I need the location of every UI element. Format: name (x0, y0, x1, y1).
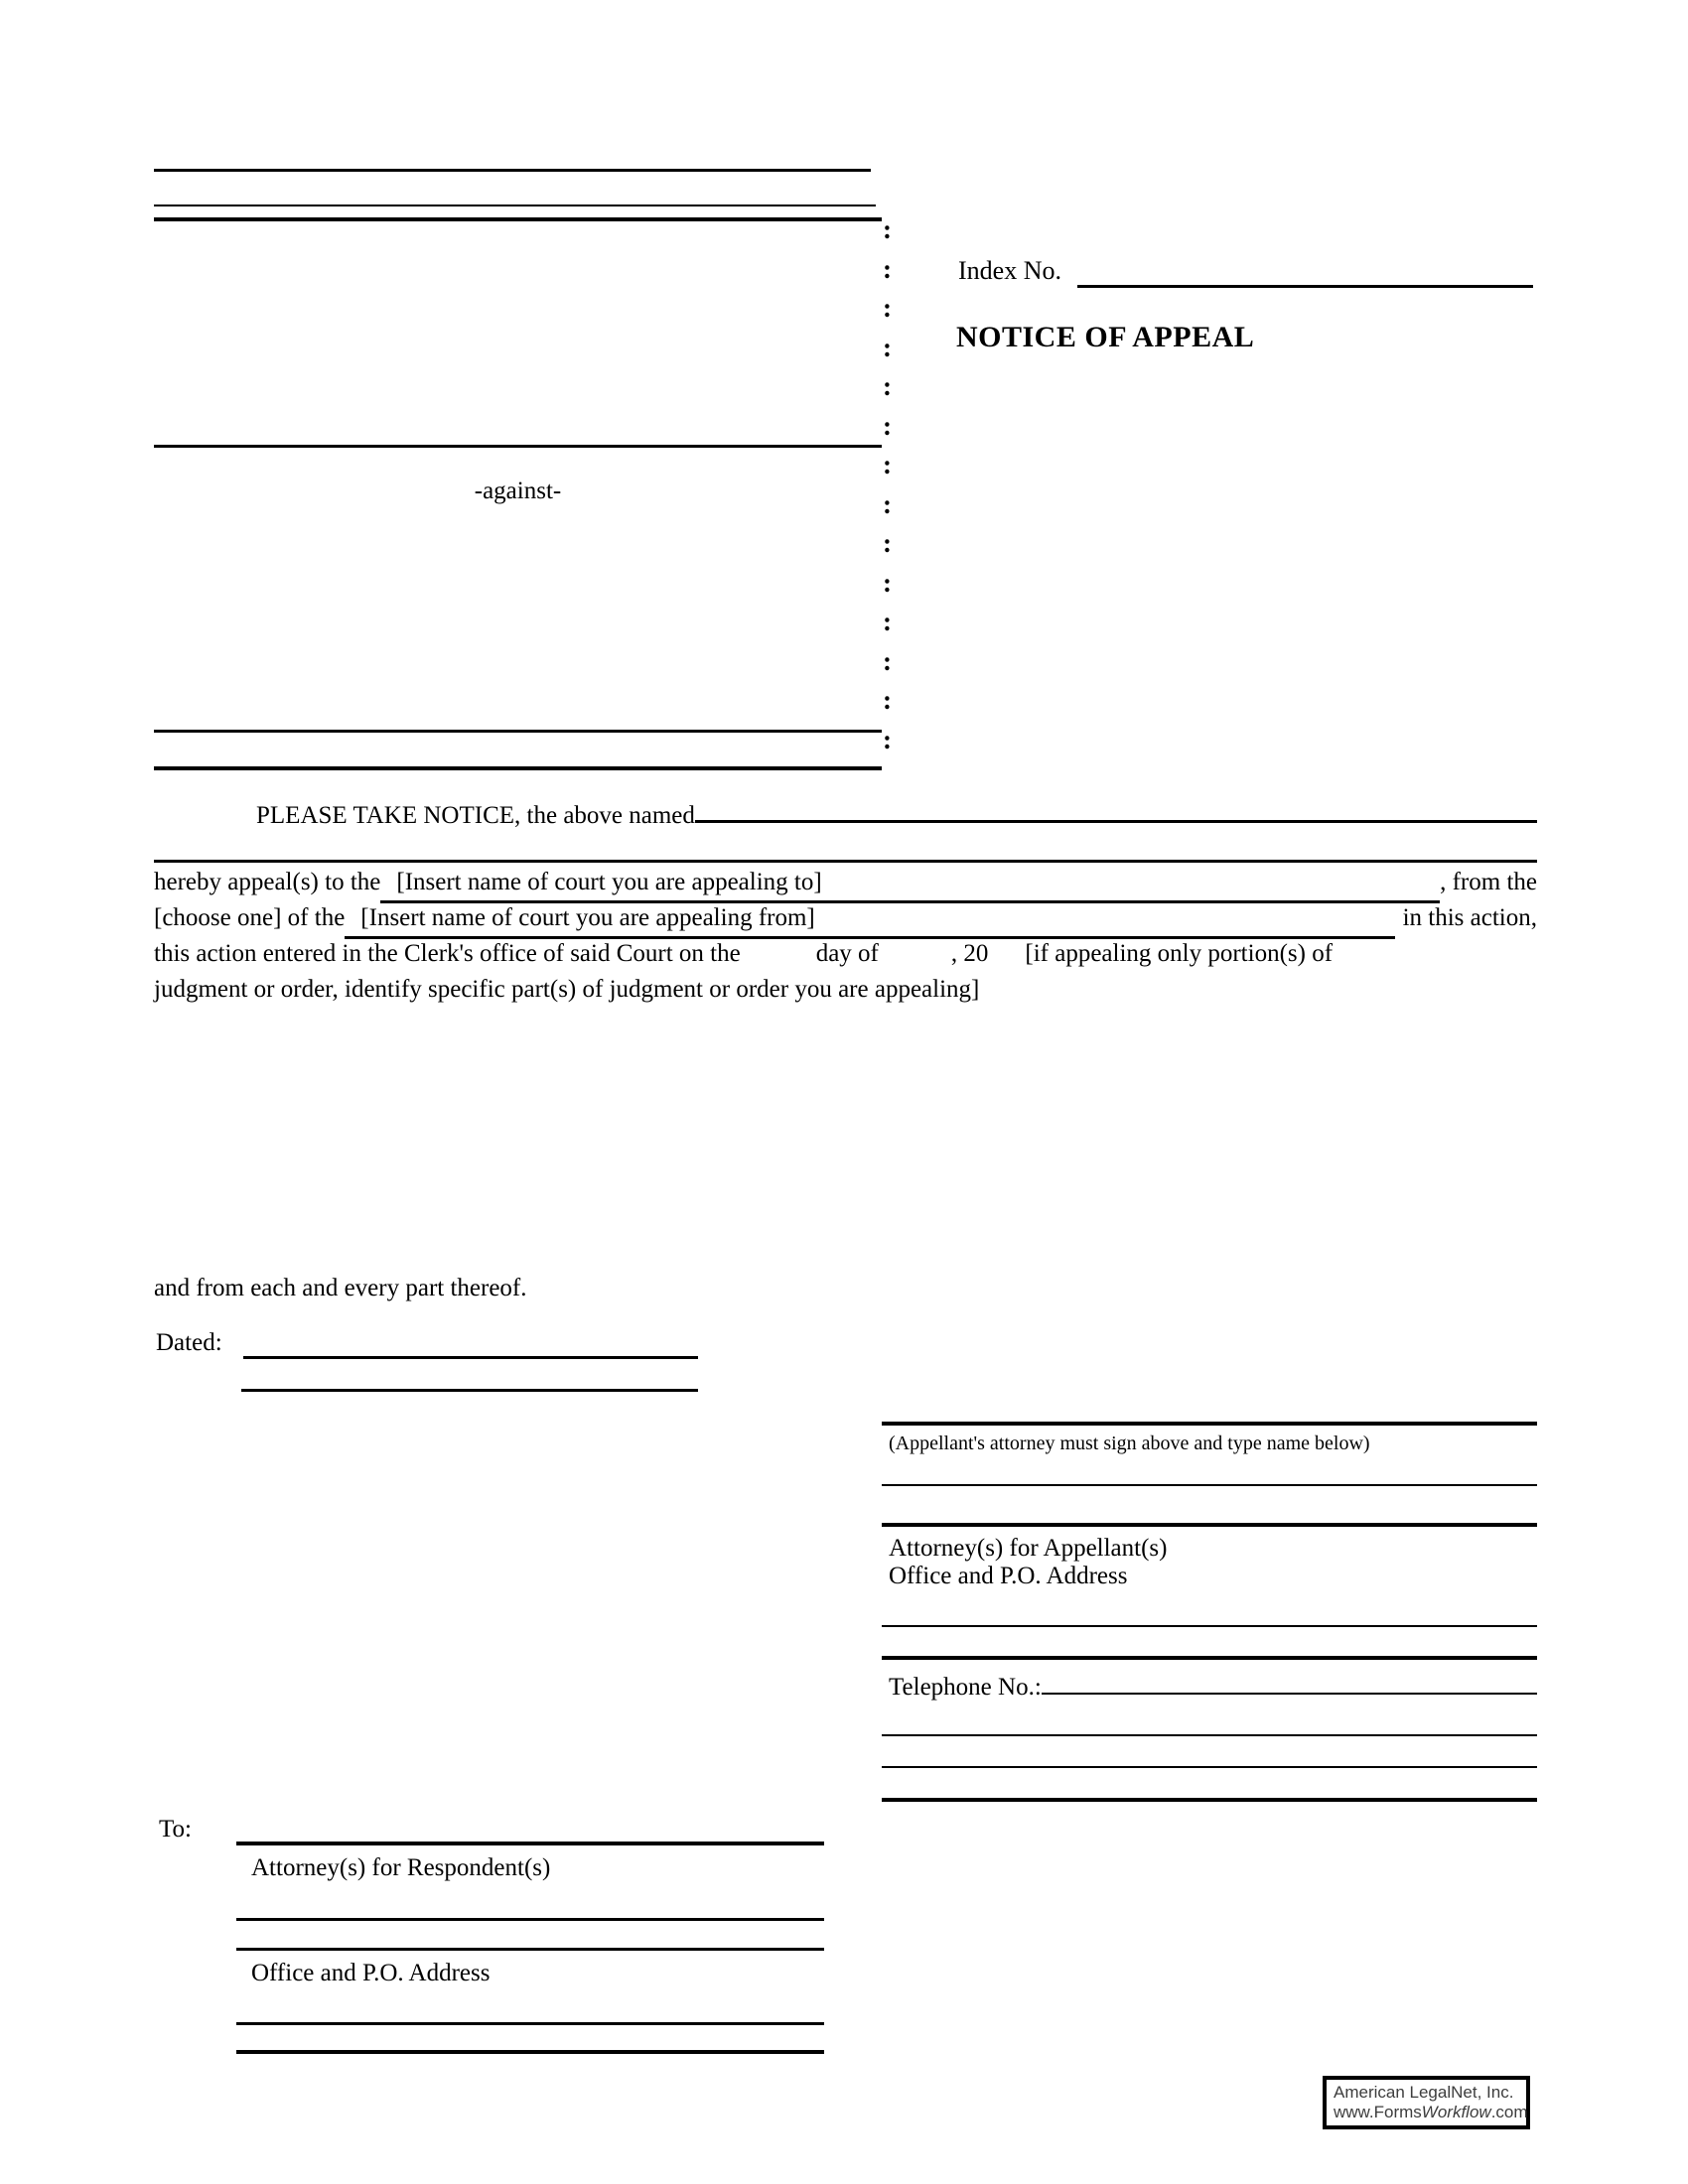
respondent-office-address-label: Office and P.O. Address (251, 1960, 491, 1986)
attorney-name-line[interactable] (882, 1484, 1537, 1486)
notice-lead-text: PLEASE TAKE NOTICE, the above named (256, 802, 695, 829)
para-l2-post: in this action, (1402, 904, 1537, 931)
above-named-blank[interactable] (695, 820, 1537, 823)
telephone-label: Telephone No.: (889, 1674, 1042, 1701)
paragraph-line-2 (154, 900, 1537, 939)
attorney-address-line1[interactable] (882, 1625, 1537, 1627)
caption-bottom-line-1[interactable] (154, 730, 882, 733)
paragraph-line-4 (154, 972, 1537, 1008)
respondent-line2[interactable] (236, 1918, 824, 1921)
attorney-address-line2[interactable] (882, 1656, 1537, 1660)
dated-label: Dated: (156, 1329, 222, 1356)
respondent-line5[interactable] (236, 2050, 824, 2054)
caption-colon: : (883, 410, 892, 441)
paragraph-line-3 (154, 936, 1537, 972)
para-l2-pre: [choose one] of the (154, 904, 346, 931)
attorneys-for-respondents-label: Attorney(s) for Respondent(s) (251, 1854, 551, 1881)
index-no-blank[interactable] (1077, 285, 1533, 288)
caption-colon: : (883, 488, 892, 519)
attorney-signature-line[interactable] (882, 1422, 1537, 1426)
caption-double-rule-top (154, 205, 876, 206)
vendor-url: www.FormsWorkflow.com (1334, 2103, 1528, 2121)
para-l3-day-of: day of (815, 940, 879, 967)
respondent-name-line[interactable] (236, 1842, 824, 1845)
para-l1-post: , from the (1440, 869, 1537, 895)
court-appealing-to-blank[interactable]: [Insert name of court you are appealing to] (380, 865, 1440, 903)
telephone-blank[interactable] (1042, 1693, 1537, 1695)
above-named-blank-line2[interactable] (154, 860, 1537, 863)
caption-double-rule-bottom (154, 217, 882, 221)
form-title: NOTICE OF APPEAL (956, 321, 1255, 353)
to-label: To: (159, 1816, 192, 1843)
dated-blank-line1[interactable] (243, 1356, 698, 1359)
caption-colon: : (883, 567, 892, 598)
caption-colon: : (883, 645, 892, 676)
telephone-line (889, 1674, 1537, 1702)
index-no-label: Index No. (958, 256, 1061, 285)
dated-blank-line2[interactable] (241, 1389, 698, 1392)
vendor-badge (1323, 2076, 1530, 2129)
respondent-line3[interactable] (236, 1948, 824, 1951)
caption-court-name-line[interactable] (154, 169, 871, 172)
caption-colon: : (883, 371, 892, 401)
caption-colon: : (883, 293, 892, 323)
against-label: -against- (474, 478, 562, 504)
caption-colon-column (883, 210, 892, 759)
caption-colon: : (883, 528, 892, 558)
attorney-office-address-label: Office and P.O. Address (889, 1563, 1128, 1589)
para-l1-pre: hereby appeal(s) to the (154, 869, 381, 895)
court-appealing-from-blank[interactable]: [Insert name of court you are appealing from] (345, 900, 1394, 939)
notice-lead-line (154, 798, 1537, 834)
vendor-name: American LegalNet, Inc. (1334, 2083, 1514, 2102)
caption-colon: : (883, 450, 892, 479)
para-l3-pre: this action entered in the Clerk's office of said Court on the (154, 940, 741, 967)
para-l3-post: [if appealing only portion(s) of (1025, 940, 1334, 967)
caption-colon: : (883, 685, 892, 715)
caption-colon: : (883, 607, 892, 636)
caption-colon: : (883, 214, 892, 244)
caption-party-line[interactable] (154, 445, 882, 448)
caption-bottom-line-2 (154, 766, 882, 770)
para-l3-year: , 20 (950, 940, 989, 967)
attorney-sign-note: (Appellant's attorney must sign above and type name below) (889, 1433, 1370, 1454)
caption-colon: : (883, 724, 892, 754)
attorney-extra-line3[interactable] (882, 1798, 1537, 1802)
attorney-extra-line1[interactable] (882, 1734, 1537, 1736)
paragraph-line-1 (154, 865, 1537, 903)
caption-colon: : (883, 332, 892, 362)
caption-colon: : (883, 253, 892, 284)
attorney-name-line2[interactable] (882, 1523, 1537, 1527)
attorneys-for-appellants-label: Attorney(s) for Appellant(s) (889, 1535, 1168, 1562)
respondent-line4[interactable] (236, 2022, 824, 2025)
thereof-text: and from each and every part thereof. (154, 1275, 527, 1301)
para-l4-text: judgment or order, identify specific part(s) of judgment or order you are appealing] (154, 976, 980, 1003)
attorney-extra-line2[interactable] (882, 1766, 1537, 1768)
